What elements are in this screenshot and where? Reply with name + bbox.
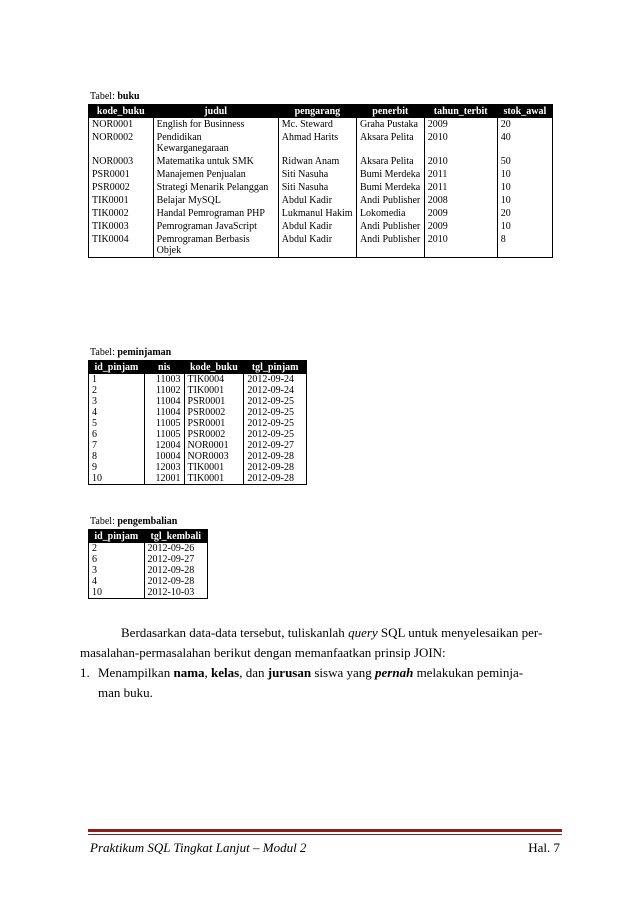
column-header: nis <box>144 361 184 374</box>
table-cell: Pemrograman Berbasis Objek <box>153 233 278 258</box>
peminjaman-table <box>88 360 307 485</box>
table-row <box>89 194 553 207</box>
table-cell: 2012-09-25 <box>244 407 307 418</box>
table-cell: 11005 <box>144 429 184 440</box>
table-cell: Andi Publisher <box>356 220 424 233</box>
table-cell: Handal Pemrograman PHP <box>153 207 278 220</box>
table-cell: 6 <box>89 429 145 440</box>
table-cell: 2012-09-28 <box>244 451 307 462</box>
table-cell: 10004 <box>144 451 184 462</box>
table-row <box>89 385 307 396</box>
table-cell: NOR0001 <box>89 118 154 132</box>
table-cell: 11005 <box>144 418 184 429</box>
table-cell: Aksara Pelita <box>356 155 424 168</box>
table-cell: 2009 <box>424 220 497 233</box>
table-cell: 2011 <box>424 181 497 194</box>
table-cell: 7 <box>89 440 145 451</box>
table-cell: 2010 <box>424 233 497 258</box>
table-cell: 40 <box>497 131 552 155</box>
table-row <box>89 233 553 258</box>
table-row <box>89 440 307 451</box>
intro-line-1 <box>121 623 542 643</box>
table-cell: Matematika untuk SMK <box>153 155 278 168</box>
table-cell: 12003 <box>144 462 184 473</box>
table-cell: 10 <box>497 194 552 207</box>
table-row <box>89 462 307 473</box>
caption-prefix: Tabel: <box>90 347 118 358</box>
table-cell: 9 <box>89 462 145 473</box>
column-header: tahun_terbit <box>424 105 497 118</box>
list-item-number: 1. <box>80 665 90 680</box>
table-cell: 2 <box>89 385 145 396</box>
table-row <box>89 220 553 233</box>
table-cell: English for Businness <box>153 118 278 132</box>
table-cell: Strategi Menarik Pelanggan <box>153 181 278 194</box>
table-cell: 2012-09-27 <box>244 440 307 451</box>
table-cell: 11004 <box>144 407 184 418</box>
table-cell: Lukmanul Hakim <box>278 207 356 220</box>
table-cell: 10 <box>89 587 145 599</box>
table-cell: Ridwan Anam <box>278 155 356 168</box>
table-row <box>89 181 553 194</box>
table-cell: Lokomedia <box>356 207 424 220</box>
table-cell: 2012-09-25 <box>244 396 307 407</box>
table-cell: NOR0003 <box>89 155 154 168</box>
table-cell: 2012-09-28 <box>144 565 207 576</box>
caption-name: buku <box>117 91 140 102</box>
table-cell: 5 <box>89 418 145 429</box>
table-cell: 2011 <box>424 168 497 181</box>
text-run: melakukan peminja- <box>413 665 524 680</box>
table-cell: 2009 <box>424 207 497 220</box>
table-cell: TIK0001 <box>184 462 244 473</box>
table-cell: Abdul Kadir <box>278 233 356 258</box>
table-cell: PSR0001 <box>184 418 244 429</box>
table-row <box>89 155 553 168</box>
table-cell: Bumi Merdeka <box>356 181 424 194</box>
text-run: SQL untuk menyelesaikan per- <box>377 625 543 640</box>
text-run-italic: query <box>348 625 378 640</box>
table-cell: PSR0002 <box>184 429 244 440</box>
buku-caption <box>90 91 140 103</box>
table-row <box>89 418 307 429</box>
table-cell: 2012-09-28 <box>244 473 307 485</box>
text-run: Berdasarkan data-data tersebut, tuliskanlah <box>121 625 349 640</box>
table-cell: TIK0004 <box>184 374 244 386</box>
table-cell: NOR0001 <box>184 440 244 451</box>
table-cell: 2012-09-27 <box>144 554 207 565</box>
column-header: tgl_pinjam <box>244 361 307 374</box>
table-cell: 20 <box>497 207 552 220</box>
table-cell: 2012-09-25 <box>244 429 307 440</box>
table-cell: 10 <box>497 168 552 181</box>
table-row <box>89 207 553 220</box>
table-cell: 8 <box>497 233 552 258</box>
footer-rule-thick <box>88 829 562 832</box>
peminjaman-caption <box>90 347 171 359</box>
pengembalian-caption <box>90 516 177 528</box>
table-cell: 2010 <box>424 131 497 155</box>
table-row <box>89 131 553 155</box>
text-run-bold: nama <box>173 665 205 680</box>
table-row <box>89 576 208 587</box>
table-cell: 6 <box>89 554 145 565</box>
table-cell: TIK0001 <box>184 385 244 396</box>
table-cell: Pendidikan Kewarganegaraan <box>153 131 278 155</box>
table-row <box>89 396 307 407</box>
table-cell: TIK0003 <box>89 220 154 233</box>
table-cell: Aksara Pelita <box>356 131 424 155</box>
text-run-bold: kelas <box>211 665 240 680</box>
table-cell: 20 <box>497 118 552 132</box>
table-cell: PSR0001 <box>89 168 154 181</box>
table-cell: Andi Publisher <box>356 194 424 207</box>
table-row <box>89 407 307 418</box>
table-cell: Bumi Merdeka <box>356 168 424 181</box>
table-row <box>89 543 208 555</box>
table-cell: PSR0002 <box>89 181 154 194</box>
table-cell: 50 <box>497 155 552 168</box>
table-cell: 10 <box>497 220 552 233</box>
table-cell: 2012-09-24 <box>244 374 307 386</box>
table-cell: Graha Pustaka <box>356 118 424 132</box>
table-cell: 2 <box>89 543 145 555</box>
table-cell: PSR0001 <box>184 396 244 407</box>
table-cell: 2010 <box>424 155 497 168</box>
column-header: id_pinjam <box>89 361 145 374</box>
table-cell: Mc. Steward <box>278 118 356 132</box>
table-cell: Belajar MySQL <box>153 194 278 207</box>
text-run-bold: jurusan <box>267 665 312 680</box>
table-row <box>89 587 208 599</box>
table-cell: 2012-09-26 <box>144 543 207 555</box>
table-row <box>89 118 553 132</box>
table-cell: Pemrograman JavaScript <box>153 220 278 233</box>
table-cell: 2012-09-25 <box>244 418 307 429</box>
table-cell: 10 <box>497 181 552 194</box>
table-header-row <box>89 361 307 374</box>
text-run: Menampilkan <box>98 665 174 680</box>
table-cell: 2012-09-28 <box>144 576 207 587</box>
caption-prefix: Tabel: <box>90 516 118 527</box>
column-header: kode_buku <box>89 105 154 118</box>
table-cell: 3 <box>89 396 145 407</box>
text-run: siswa yang <box>311 665 376 680</box>
column-header: kode_buku <box>184 361 244 374</box>
table-cell: NOR0003 <box>184 451 244 462</box>
footer-title: Praktikum SQL Tingkat Lanjut – Modul 2 <box>90 840 307 855</box>
intro-line-2: masalahan-permasalahan berikut dengan memanfaatkan prinsip JOIN: <box>80 645 446 660</box>
table-cell: 3 <box>89 565 145 576</box>
table-cell: TIK0002 <box>89 207 154 220</box>
pengembalian-table <box>88 529 208 599</box>
table-cell: TIK0001 <box>89 194 154 207</box>
table-cell: NOR0002 <box>89 131 154 155</box>
table-row <box>89 374 307 386</box>
table-header-row <box>89 530 208 543</box>
column-header: penerbit <box>356 105 424 118</box>
list-item-1-line-2: man buku. <box>98 685 153 700</box>
column-header: stok_awal <box>497 105 552 118</box>
table-cell: 2012-10-03 <box>144 587 207 599</box>
table-cell: 11003 <box>144 374 184 386</box>
table-cell: 2008 <box>424 194 497 207</box>
table-cell: Manajemen Penjualan <box>153 168 278 181</box>
caption-prefix: Tabel: <box>90 91 118 102</box>
text-run-bold-italic: pernah <box>375 665 414 680</box>
caption-name: pengembalian <box>117 516 178 527</box>
text-run: , dan <box>239 665 268 680</box>
table-cell: 2012-09-28 <box>244 462 307 473</box>
footer-rule-thin <box>88 834 562 835</box>
table-cell: 12004 <box>144 440 184 451</box>
table-cell: Abdul Kadir <box>278 220 356 233</box>
table-cell: TIK0001 <box>184 473 244 485</box>
column-header: judul <box>153 105 278 118</box>
table-row <box>89 554 208 565</box>
table-cell: 4 <box>89 407 145 418</box>
table-cell: 1 <box>89 374 145 386</box>
column-header: id_pinjam <box>89 530 145 543</box>
table-cell: 11002 <box>144 385 184 396</box>
column-header: pengarang <box>278 105 356 118</box>
table-cell: Andi Publisher <box>356 233 424 258</box>
table-cell: Siti Nasuha <box>278 181 356 194</box>
table-cell: PSR0002 <box>184 407 244 418</box>
table-cell: 12001 <box>144 473 184 485</box>
table-header-row <box>89 105 553 118</box>
table-cell: Siti Nasuha <box>278 168 356 181</box>
table-cell: Abdul Kadir <box>278 194 356 207</box>
table-cell: 10 <box>89 473 145 485</box>
table-row <box>89 565 208 576</box>
text-run: , <box>204 665 212 680</box>
table-row <box>89 168 553 181</box>
caption-name: peminjaman <box>117 347 172 358</box>
column-header: tgl_kembali <box>144 530 207 543</box>
table-cell: 8 <box>89 451 145 462</box>
table-cell: 2012-09-24 <box>244 385 307 396</box>
list-item-1-line-1 <box>98 663 523 683</box>
table-row <box>89 473 307 485</box>
table-cell: Ahmad Harits <box>278 131 356 155</box>
table-row <box>89 451 307 462</box>
buku-table <box>88 104 553 258</box>
table-cell: 2009 <box>424 118 497 132</box>
table-cell: 4 <box>89 576 145 587</box>
table-cell: 11004 <box>144 396 184 407</box>
table-cell: TIK0004 <box>89 233 154 258</box>
table-row <box>89 429 307 440</box>
page-number: Hal. 7 <box>528 840 560 855</box>
